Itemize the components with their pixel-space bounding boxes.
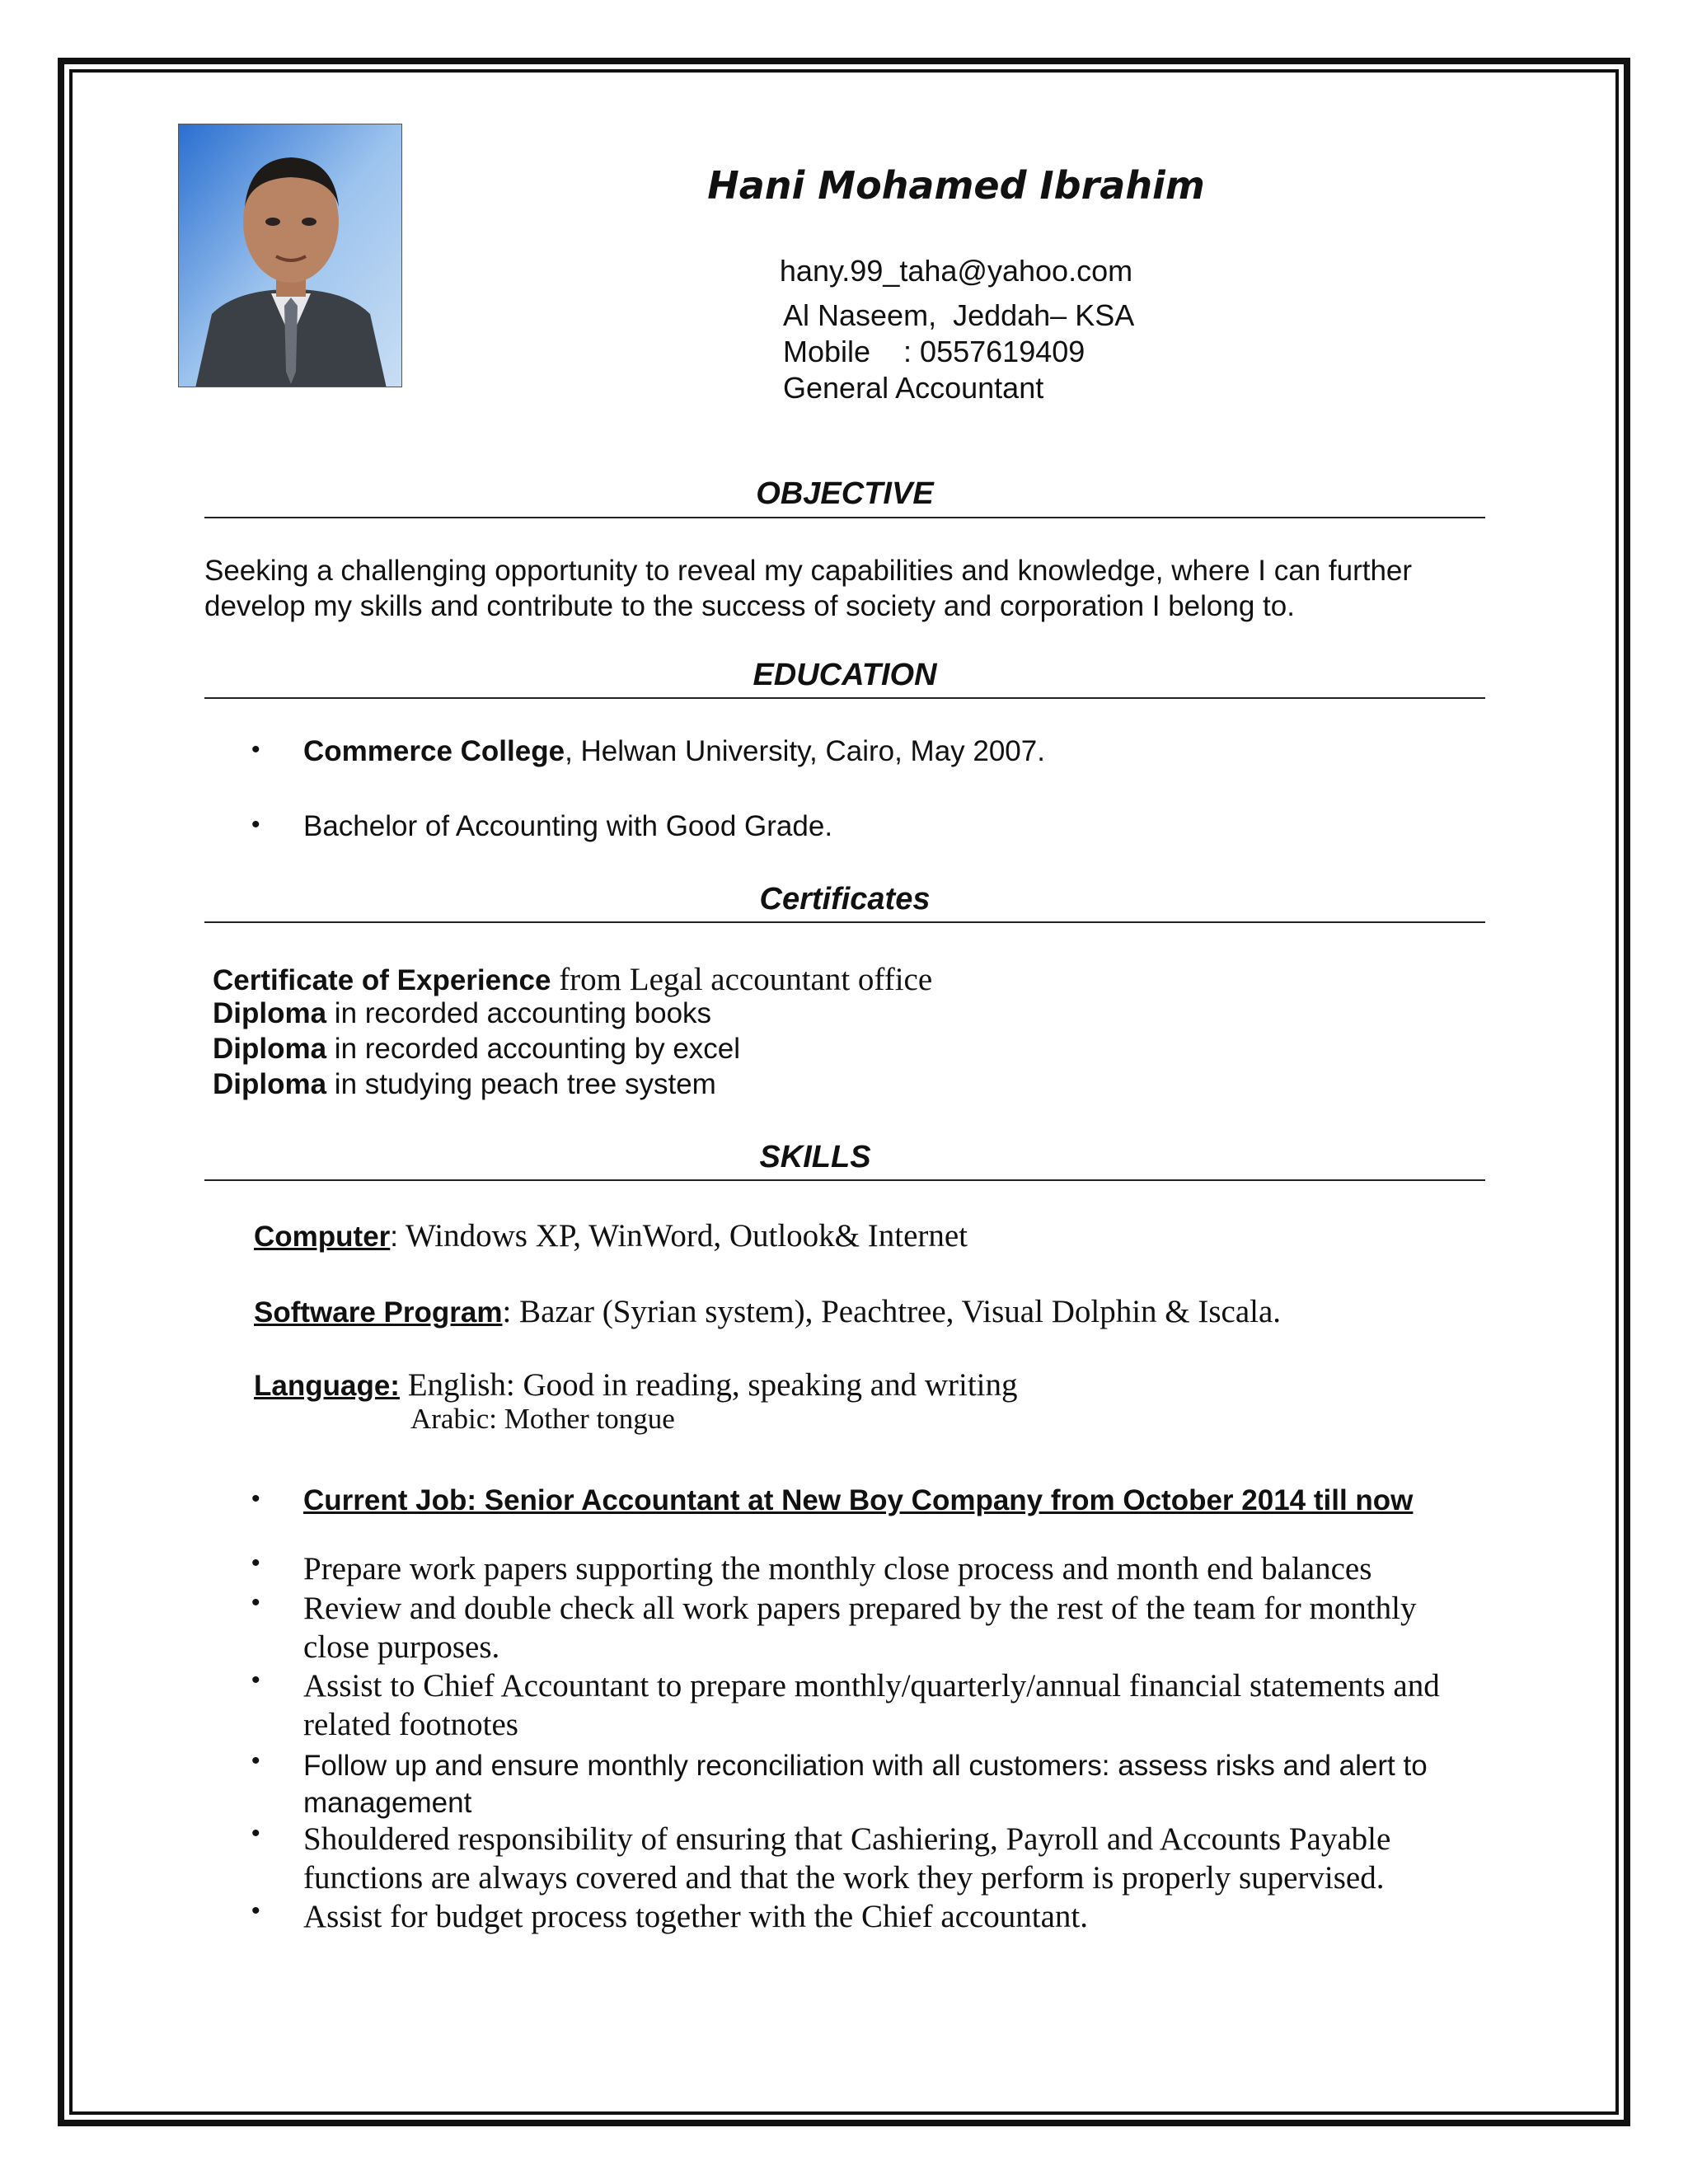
education-item-2: Bachelor of Accounting with Good Grade. bbox=[303, 810, 833, 842]
candidate-name: Hani Mohamed Ibrahim bbox=[707, 163, 1205, 208]
certificate-name: Diploma bbox=[213, 997, 327, 1029]
objective-line-2: develop my skills and contribute to the success of society and corporation I belong to. bbox=[204, 590, 1295, 622]
certificate-name: Diploma bbox=[213, 1068, 327, 1100]
mobile-number: Mobile : 0557619409 bbox=[783, 335, 1085, 368]
bullet: • bbox=[251, 1897, 260, 1924]
section-divider bbox=[204, 1179, 1485, 1181]
current-job bbox=[303, 1481, 1413, 1520]
objective-line-1: Seeking a challenging opportunity to reveal my capabilities and knowledge, where I can further bbox=[204, 555, 1413, 587]
bullet: • bbox=[251, 811, 260, 838]
certificate-detail: from Legal accountant office bbox=[551, 962, 933, 997]
skill-value: : Bazar (Syrian system), Peachtree, Visual Dolphin & Iscala. bbox=[502, 1294, 1282, 1329]
duty-text: Prepare work papers supporting the monthly close process and month end balances bbox=[303, 1551, 1372, 1586]
skill-computer bbox=[254, 1217, 968, 1254]
skill-language bbox=[254, 1366, 1018, 1404]
job-title: General Accountant bbox=[783, 371, 1044, 405]
address: Al Naseem, Jeddah– KSA bbox=[783, 298, 1135, 332]
duty-text: Shouldered responsibility of ensuring that Cashiering, Payroll and Accounts Payable functions are always covered and that the work they perform is properly supervised. bbox=[303, 1821, 1391, 1896]
duty-text: Review and double check all work papers prepared by the rest of the team for monthly close purposes. bbox=[303, 1591, 1417, 1665]
college-name: Commerce College bbox=[303, 735, 565, 767]
section-divider bbox=[204, 921, 1485, 923]
section-divider bbox=[204, 517, 1485, 518]
skill-value: English: Good in reading, speaking and writing bbox=[399, 1367, 1018, 1403]
skill-value: Windows XP, WinWord, Outlook& Internet bbox=[398, 1218, 968, 1254]
education-item-1 bbox=[303, 732, 1045, 771]
certificate-item bbox=[213, 1033, 740, 1066]
duty-text: Assist to Chief Accountant to prepare monthly/quarterly/annual financial statements and related footnotes bbox=[303, 1668, 1440, 1742]
certificate-item bbox=[213, 1068, 716, 1101]
duty-text: Assist for budget process together with the Chief accountant. bbox=[303, 1899, 1089, 1934]
certificate-detail: in studying peach tree system bbox=[326, 1068, 716, 1100]
current-job-title: Current Job: Senior Accountant at New Boy Company from October 2014 till now bbox=[303, 1484, 1414, 1516]
bullet: • bbox=[251, 1485, 260, 1512]
bullet: • bbox=[251, 736, 260, 763]
skill-software bbox=[254, 1293, 1281, 1330]
bullet: • bbox=[251, 1747, 260, 1774]
education-heading: EDUCATION bbox=[753, 658, 937, 692]
objective-heading: OBJECTIVE bbox=[756, 476, 934, 511]
bullet: • bbox=[251, 1589, 260, 1616]
duty-text: Follow up and ensure monthly reconciliation with all customers: assess risks and alert to management bbox=[303, 1750, 1428, 1819]
skill-separator: : bbox=[390, 1221, 399, 1253]
bullet: • bbox=[251, 1666, 260, 1694]
bullet: • bbox=[251, 1549, 260, 1577]
bullet: • bbox=[251, 1820, 260, 1847]
skill-label: Software Program bbox=[254, 1296, 503, 1329]
profile-photo bbox=[178, 124, 402, 387]
certificate-detail: in recorded accounting by excel bbox=[326, 1033, 741, 1065]
college-details: , Helwan University, Cairo, May 2007. bbox=[565, 735, 1045, 767]
email-address: hany.99_taha@yahoo.com bbox=[779, 254, 1133, 288]
certificate-item bbox=[213, 997, 711, 1030]
skill-label: Computer bbox=[254, 1221, 391, 1253]
certificates-heading: Certificates bbox=[759, 882, 931, 916]
skill-label: Language: bbox=[254, 1370, 400, 1402]
certificate-name: Diploma bbox=[213, 1033, 327, 1065]
skill-language-2: Arabic: Mother tongue bbox=[410, 1403, 675, 1435]
skills-heading: SKILLS bbox=[759, 1140, 871, 1174]
certificate-item bbox=[213, 961, 932, 998]
certificate-name: Certificate of Experience bbox=[213, 964, 551, 996]
section-divider bbox=[204, 697, 1485, 699]
certificate-detail: in recorded accounting books bbox=[326, 997, 712, 1029]
